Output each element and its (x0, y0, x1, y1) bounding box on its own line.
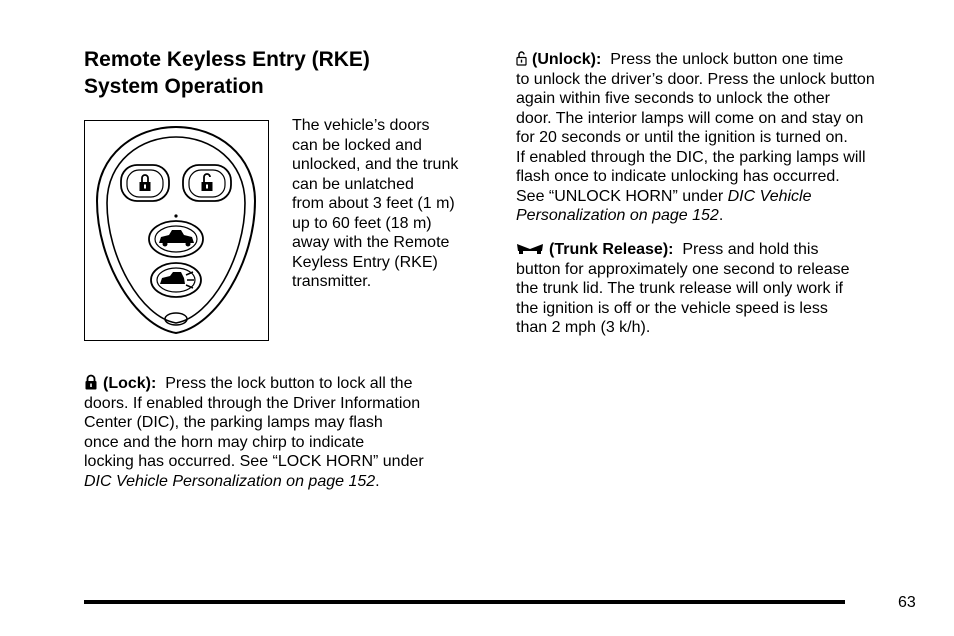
lock-line: doors. If enabled through the Driver Information (84, 394, 421, 412)
intro-line: up to 60 feet (18 m) (292, 214, 432, 232)
trunk-label: (Trunk Release): (549, 241, 674, 258)
padlock-open-icon (516, 51, 527, 66)
intro-line: can be unlatched (292, 175, 414, 193)
lock-line: Center (DIC), the parking lamps may flash (84, 414, 383, 431)
lock-line: once and the horn may chirp to indicate (84, 433, 365, 451)
unlock-line: to unlock the driver’s door. Press the unlock button (516, 70, 875, 88)
page-number: 63 (898, 594, 916, 611)
lock-button-illustration (121, 165, 169, 201)
panic-button-illustration (151, 263, 201, 297)
unlock-cross-reference-part-1: DIC Vehicle (727, 187, 812, 205)
lock-line-1: Press the lock button to lock all the (165, 375, 413, 392)
trunk-paragraph (516, 240, 850, 338)
intro-line: transmitter. (292, 273, 372, 290)
lock-cross-reference: DIC Vehicle Personalization on page 152 (84, 472, 376, 490)
unlock-ref-end: . (718, 207, 724, 224)
unlock-line: If enabled through the DIC, the parking lamps will (516, 148, 866, 166)
unlock-line: for 20 seconds or until the ignition is turned on. (516, 129, 848, 146)
trunk-line: the ignition is off or the vehicle speed is less (516, 299, 828, 317)
heading-line-2: System Operation (84, 75, 264, 98)
padlock-closed-icon (84, 374, 98, 390)
unlock-see-line (516, 187, 875, 207)
car-trunk-icon (516, 242, 544, 256)
trunk-button-illustration (149, 221, 203, 257)
unlock-line-1: Press the unlock button one time (610, 51, 844, 68)
lock-paragraph (84, 374, 424, 491)
section-heading (84, 46, 464, 100)
intro-line: unlocked, and the trunk (292, 156, 459, 173)
unlock-label: (Unlock): (532, 51, 602, 68)
lock-label: (Lock): (103, 375, 157, 392)
footer-rule (84, 600, 845, 604)
trunk-line-1: Press and hold this (682, 241, 819, 258)
intro-line: from about 3 feet (1 m) (292, 195, 455, 212)
trunk-first-line (516, 240, 850, 260)
trunk-line: button for approximately one second to release (516, 260, 850, 278)
intro-line: Keyless Entry (RKE) (292, 253, 438, 271)
lock-ref-line (84, 472, 424, 492)
intro-line: The vehicle’s doors (292, 117, 430, 134)
trunk-line: the trunk lid. The trunk release will only work if (516, 280, 843, 297)
unlock-first-line (516, 50, 875, 70)
unlock-line: door. The interior lamps will come on and stay on (516, 109, 864, 127)
unlock-paragraph (516, 50, 875, 226)
unlock-see-prefix: See “UNLOCK HORN” under (516, 187, 728, 205)
intro-line: away with the Remote (292, 234, 450, 251)
unlock-cross-reference-part-2: Personalization on page 152 (516, 207, 719, 224)
lock-line: locking has occurred. See “LOCK HORN” under (84, 453, 424, 470)
heading-line-1: Remote Keyless Entry (RKE) (84, 48, 370, 71)
intro-line: can be locked and (292, 136, 422, 154)
unlock-line: again within five seconds to unlock the other (516, 90, 830, 107)
rke-transmitter-figure (84, 120, 269, 341)
unlock-line: flash once to indicate unlocking has occurred. (516, 168, 840, 185)
unlock-button-illustration (183, 165, 231, 201)
intro-paragraph (292, 116, 458, 292)
rke-transmitter-illustration (85, 121, 267, 339)
lock-ref-end: . (375, 472, 380, 490)
trunk-line: than 2 mph (3 k/h). (516, 319, 651, 336)
lock-first-line (84, 374, 424, 394)
unlock-ref-line (516, 206, 875, 226)
